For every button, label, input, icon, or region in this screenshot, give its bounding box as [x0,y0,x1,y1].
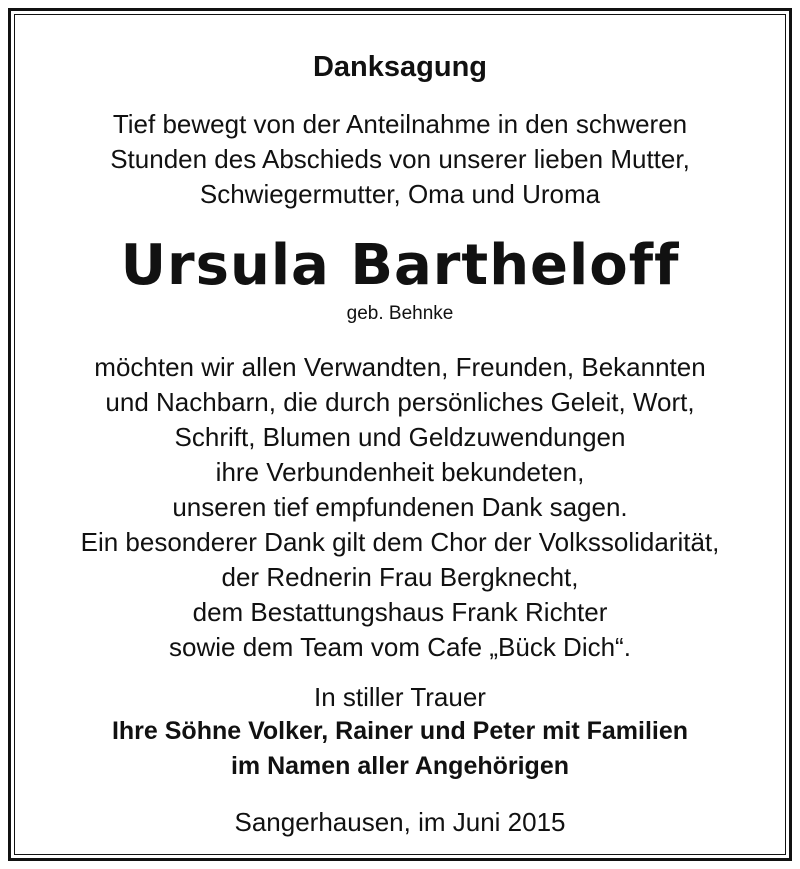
intro-line: Stunden des Abschieds von unserer lieben Mutter, [110,144,690,174]
signatory-line: Ihre Söhne Volker, Rainer und Peter mit Familien [111,717,689,745]
place-date: Sangerhausen, im Juni 2015 [234,807,566,837]
obituary-notice [8,8,792,861]
notice-inner-frame [14,14,786,855]
signatory-line: im Namen aller Angehörigen [230,752,570,780]
thanks-line: ihre Verbundenheit bekundeten, [215,457,585,487]
thanks-line: dem Bestattungshaus Frank Richter [192,597,608,627]
deceased-name: Ursula Bartheloff [120,233,680,298]
thanks-line: und Nachbarn, die durch persönliches Geleit, Wort, [105,387,695,417]
thanks-line: Ein besonderer Dank gilt dem Chor der Volkssolidarität, [80,527,720,557]
thanks-line: möchten wir allen Verwandten, Freunden, Bekannten [94,352,706,382]
notice-heading: Danksagung [312,51,488,83]
thanks-line: der Rednerin Frau Bergknecht, [221,562,579,592]
birth-name: geb. Behnke [346,303,454,324]
intro-line: Schwiegermutter, Oma und Uroma [199,179,601,209]
mourning-line: In stiller Trauer [314,682,486,712]
thanks-line: Schrift, Blumen und Geldzuwendungen [174,422,626,452]
intro-line: Tief bewegt von der Anteilnahme in den schweren [112,109,688,139]
thanks-line: unseren tief empfundenen Dank sagen. [172,492,628,522]
thanks-line: sowie dem Team vom Cafe „Bück Dich“. [169,632,631,662]
